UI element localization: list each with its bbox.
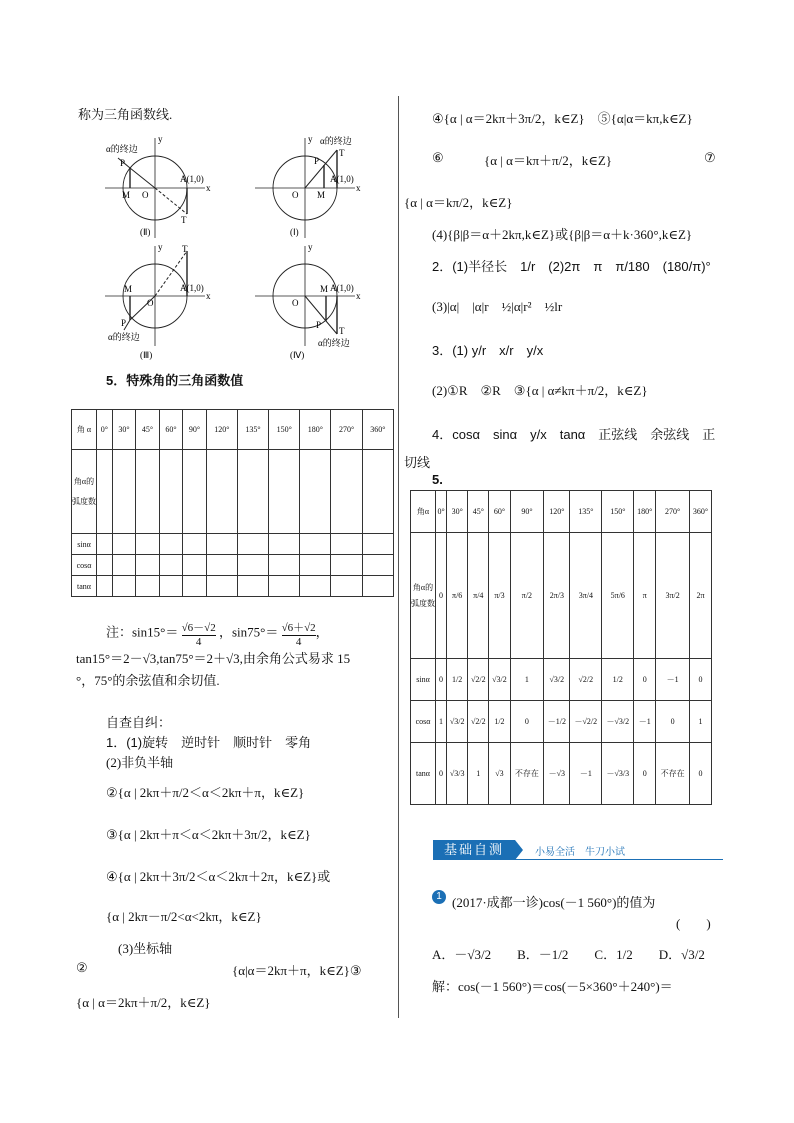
table-row: 角α的弧度数 0 π/6 π/4 π/3 π/2 2π/3 3π/4 5π/6 π 3π/2 2π [411, 533, 712, 659]
section-banner: 基础自测 [433, 840, 515, 860]
roman-label: (Ⅰ) [290, 227, 299, 237]
label-T: T [339, 148, 345, 158]
set-4: ④{α | 2kπ＋3π/2＜α＜2kπ＋2π，k∈Z}或 [106, 869, 331, 884]
label-y: y [308, 242, 313, 252]
options: A．－√3/2 B．－1/2 C．1/2 D．√3/2 [432, 947, 705, 962]
circle-I [255, 134, 361, 238]
label-T: T [182, 244, 188, 254]
right-set-6: {α | α＝kπ＋π/2，k∈Z} [484, 153, 613, 168]
banner-underline [433, 859, 723, 860]
special-angle-table-filled [410, 490, 712, 805]
right-set-7: {α | α＝kπ/2，k∈Z} [404, 195, 513, 210]
label-M: M [320, 284, 329, 294]
right-line-1: ④{α | α＝2kπ＋3π/2，k∈Z} ⑤{α|α＝kπ,k∈Z} [432, 111, 693, 126]
right-answer-3: 3．(1) y/r x/r y/x [432, 343, 544, 358]
label-O: O [147, 298, 154, 308]
self-check-title: 自查自纠： [106, 715, 172, 730]
label-T: T [339, 326, 345, 336]
right-circle-6: ⑥ [432, 150, 444, 165]
label-M: M [124, 284, 133, 294]
circle-II [105, 134, 211, 238]
label-y: y [308, 134, 313, 144]
roman-label: (Ⅳ) [290, 350, 305, 360]
answer-1-3: (3)坐标轴 [118, 941, 173, 956]
table-row: 角α 0° 30° 45° 60° 90° 120° 135° 150° 180° 270° 360° [411, 491, 712, 533]
label-y: y [158, 134, 163, 144]
right-answer-4b: 切线 [404, 455, 431, 470]
roman-label: (Ⅱ) [140, 227, 151, 237]
banner-subtitle: 小易全活 牛刀小试 [535, 847, 625, 858]
label-P: P [314, 156, 320, 166]
set-3: ③{α | 2kπ＋π＜α＜2kπ＋3π/2，k∈Z} [106, 827, 311, 842]
label-P: P [120, 158, 126, 168]
table-row: sinα 0 1/2 √2/2 √3/2 1 √3/2 √2/2 1/2 0 －1 0 [411, 659, 712, 701]
question-number-badge: 1 [432, 890, 446, 904]
terminal-label: α的终边 [318, 338, 350, 348]
label-x: x [206, 183, 211, 193]
label-A: A(1,0) [330, 283, 354, 293]
note-line-1: 注：sin15°＝ $\frac{√6-√2}{4}$ ，sin75°＝ $\frac{√6+√2}{4}$ ， [106, 619, 329, 648]
section-5-title: 5．特殊角的三角函数值 [106, 373, 244, 388]
label-M: M [122, 190, 131, 200]
th-angle: 角 α [72, 410, 97, 450]
label-P: P [121, 318, 127, 328]
unit-circle-diagrams [80, 128, 400, 368]
label-x: x [206, 291, 211, 301]
right-answer-3-2: (2)①R ②R ③{α | α≠kπ＋π/2，k∈Z} [432, 383, 648, 398]
set-4b: {α | 2kπ－π/2<α<2kπ，k∈Z} [106, 909, 262, 924]
note-line-3: °，75°的余弦值和余切值. [76, 673, 220, 688]
right-answer-5: 5. [432, 472, 443, 487]
circle-IV [255, 242, 361, 360]
answer-paren: ( ) [676, 916, 711, 931]
answer-1: 1．(1)旋转 逆时针 顺时针 零角 [106, 735, 312, 750]
question-1: (2017·成都一诊)cos(－1 560°)的值为 [452, 895, 656, 910]
set-axis-3: {α | α＝2kπ＋π/2，k∈Z} [76, 995, 211, 1010]
answer-1-2: (2)非负半轴 [106, 755, 174, 770]
set-2: ②{α | 2kπ＋π/2＜α＜2kπ＋π，k∈Z} [106, 785, 305, 800]
solution-line: 解：cos(－1 560°)＝cos(－5×360°＋240°)＝ [432, 979, 673, 994]
table-row: cosα 1 √3/2 √2/2 1/2 0 －1/2 －√2/2 －√3/2 －1 0 1 [411, 701, 712, 743]
table-row: tanα 0 √3/3 1 √3 不存在 －√3 －1 －√3/3 0 不存在 0 [411, 743, 712, 805]
label-x: x [356, 183, 361, 193]
label-M: M [317, 190, 326, 200]
column-divider [398, 96, 399, 1018]
set-axis-2: {α|α＝2kπ＋π，k∈Z}③ [232, 963, 362, 978]
special-angle-table-blank: 角 α 0° 30° 45° 60° 90° 120° 135° 150° 180° 270° 360° 角α的弧度数 sinα cosα tanα [71, 409, 394, 597]
circle-III [105, 242, 211, 360]
intro-text: 称为三角函数线. [78, 107, 173, 122]
roman-label: (Ⅲ) [140, 350, 153, 360]
label-O: O [142, 190, 149, 200]
right-answer-4: 4．cosα sinα y/x tanα 正弦线 余弦线 正 [432, 427, 716, 442]
label-y: y [158, 242, 163, 252]
circle-2: ② [76, 960, 88, 975]
right-answer-2-3: (3)|α| |α|r ½|α|r² ½lr [432, 299, 563, 314]
terminal-label: α的终边 [106, 144, 138, 154]
terminal-label: α的终边 [320, 136, 352, 146]
right-circle-7: ⑦ [704, 150, 716, 165]
label-A: A(1,0) [180, 283, 204, 293]
label-O: O [292, 298, 299, 308]
label-A: A(1,0) [330, 174, 354, 184]
note-line-2: tan15°＝2－√3,tan75°＝2＋√3,由余角公式易求 15 [76, 651, 351, 666]
label-T: T [181, 215, 187, 225]
terminal-label: α的终边 [108, 332, 140, 342]
right-line-4: (4){β|β＝α＋2kπ,k∈Z}或{β|β＝α＋k·360°,k∈Z} [432, 227, 693, 242]
right-answer-2: 2．(1)半径长 1/r (2)2π π π/180 (180/π)° [432, 259, 711, 274]
label-x: x [356, 291, 361, 301]
label-A: A(1,0) [180, 174, 204, 184]
label-O: O [292, 190, 299, 200]
label-P: P [316, 320, 322, 330]
